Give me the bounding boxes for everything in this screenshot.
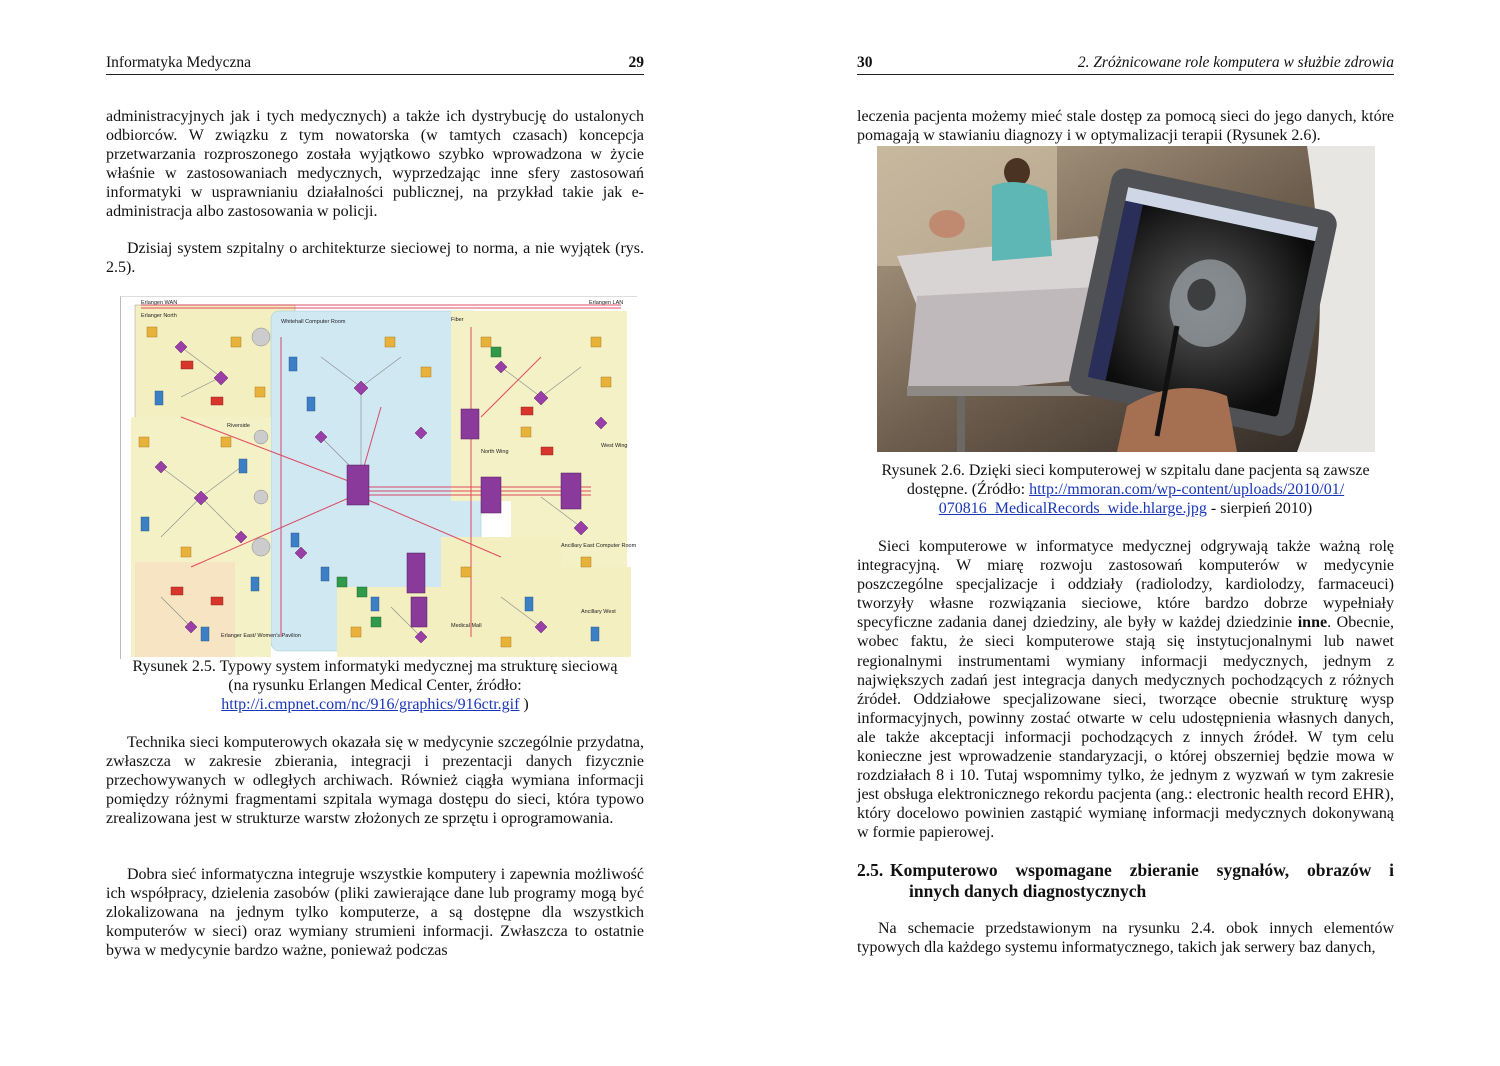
- network-diagram: [121, 297, 637, 659]
- hospital-tablet-photo: [877, 146, 1375, 452]
- paragraph-text: . Obecnie, wobec faktu, że sieci komputerowe stają się instytucjonalnymi lub nawet regionalnymi instrumentami wymiany informacji medycznych, jednym z największych zadań jest integracja danych medycznych pochodzących z różnych źródeł. Oddziałowe specjalizowane sieci, tworzące obecnie strukturę wysp informacyjnych, powinny zostać otwarte w celu udostępnienia własnych danych, ale także akceptacji informacji pochodzących z innych źródeł. W tym celu konieczne jest wprowadzenie standaryzacji, o której obszerniej będzie mowa w rozdziałach 8 i 10. Tutaj wspomnimy tylko, że jednym z wyzwań w tym zakresie jest obsługa elektronicznego rekordu pacjenta (ang.: electronic health record EHR), który docelowo powinien zastąpić wymianę informacji medycznych dokonywaną w formie papierowej.: [857, 614, 1394, 842]
- caption-link[interactable]: http://mmoran.com/wp-content/uploads/2010/01/: [1029, 481, 1345, 499]
- diagram-label: Erlangen WAN: [141, 300, 178, 306]
- caption-tail: ): [519, 696, 529, 714]
- diagram-label: Erlanger East/ Women's Pavilion: [221, 633, 301, 639]
- caption-link[interactable]: 070816_MedicalRecords_wide.hlarge.jpg: [938, 500, 1207, 518]
- diagram-label: Erlangen LAN: [589, 300, 624, 306]
- running-title: 2. Zróżnicowane role komputera w służbie zdrowia: [1077, 54, 1394, 71]
- right-page: [857, 0, 1394, 1066]
- left-page-header: [106, 52, 644, 75]
- caption-line: Rysunek 2.5. Typowy system informatyki medycznej ma strukturę sieciową: [132, 658, 618, 675]
- page-number: 30: [857, 54, 873, 71]
- figure-caption: [857, 461, 1394, 519]
- diagram-label: Whitehall Computer Room: [281, 319, 346, 325]
- section-number: 2.5.: [857, 860, 884, 880]
- diagram-label: Erlanger North: [141, 313, 177, 319]
- photo-illustration: [877, 146, 1375, 452]
- caption-line: dostępne. (Źródło:: [906, 481, 1030, 499]
- diagram-label: Ancillary East Computer Room: [561, 543, 637, 549]
- paragraph: Na schemacie przedstawionym na rysunku 2.4. obok innych elementów typowych dla każdego systemu informatycznego, takich jak serwery baz danych,: [857, 920, 1394, 957]
- paragraph: Technika sieci komputerowych okazała się w medycynie szczególnie przydatna, zwłaszcza w zakresie zbierania, integracji i prezentacji danych fizycznie przechowywanych w odległych archiwach. Również ciągła wymiana informacji pomiędzy różnymi fragmentami szpitala wymaga dostępu do sieci, która typowo zrealizowana jest w strukturze warstw złożonych ze sprzętu i oprogramowania.: [106, 734, 644, 828]
- paragraph-text: Sieci komputerowe w informatyce medycznej odgrywają także ważną rolę integracyjną. W miarę rozwoju zastosowań komputerów w medycynie poszczególne specjalizacje i oddziały (radiolodzy, kardiolodzy, farmaceuci) tworzyły własne rozwiązania sieciowe, które bardzo dobrze wypełniały specyficzne zadania danej dziedziny, ale były w każdej dziedzinie: [857, 538, 1394, 632]
- paragraph: Dzisiaj system szpitalny o architekturze sieciowej to norma, a nie wyjątek (rys. 2.5).: [106, 240, 644, 277]
- paragraph: Dobra sieć informatyczna integruje wszystkie komputery i zapewnia możliwość ich współpracy, dzielenia zasobów (pliki zawierające dane lub programy mogą być zlokalizowana na jednym tylko komputerze, a są dostępne dla wszystkich komputerów w sieci) oraz wymiany strumieni informacji. Zwłaszcza to ostatnie bywa w medycynie bardzo ważne, ponieważ podczas: [106, 866, 644, 960]
- caption-line: Rysunek 2.6. Dzięki sieci komputerowej w szpitalu dane pacjenta są zawsze: [881, 462, 1370, 479]
- paragraph: leczenia pacjenta możemy mieć stale dostęp za pomocą sieci do jego danych, które pomagają w stawianiu diagnozy i w optymalizacji terapii (Rysunek 2.6).: [857, 108, 1394, 145]
- caption-line: (na rysunku Erlangen Medical Center, źródło:: [228, 677, 522, 695]
- page-number: 29: [628, 54, 644, 71]
- left-page: [106, 0, 644, 1066]
- caption-tail: - sierpień 2010): [1206, 500, 1313, 518]
- caption-link[interactable]: http://i.cmpnet.com/nc/916/graphics/916ctr.gif: [221, 696, 520, 714]
- diagram-label: Ancillary West: [581, 609, 616, 615]
- diagram-label: Riverside: [227, 423, 250, 429]
- section-title-line: Komputerowo wspomagane zbieranie sygnałów, obrazów i: [890, 860, 1394, 880]
- running-title: Informatyka Medyczna: [106, 54, 252, 71]
- diagram-label: Medical Mall: [451, 623, 482, 629]
- diagram-label: West Wing: [601, 443, 628, 449]
- right-page-header: [857, 52, 1394, 75]
- section-title-line: innych danych diagnostycznych: [909, 881, 1147, 901]
- diagram-label: North Wing: [481, 449, 509, 455]
- network-diagram-figure: [120, 296, 637, 659]
- paragraph: administracyjnych jak i tych medycznych) a także ich dystrybucję do ustalonych odbiorców. W związku z tym nowatorska (w tamtych czasach) koncepcja przetwarzania rozproszonego została wyjątkowo szybko wprowadzona w życie właśnie w zastosowaniach medycznych, wyprzedzając inne sfery zastosowań informatyki w usprawnianiu działalności publicznej, na przykład takie jak e-administracja albo zastosowania w policji.: [106, 108, 644, 221]
- figure-caption: [106, 657, 644, 715]
- diagram-label: Fiber: [451, 317, 464, 323]
- paragraph: [857, 537, 1394, 843]
- emphasis-text: inne: [1297, 614, 1328, 632]
